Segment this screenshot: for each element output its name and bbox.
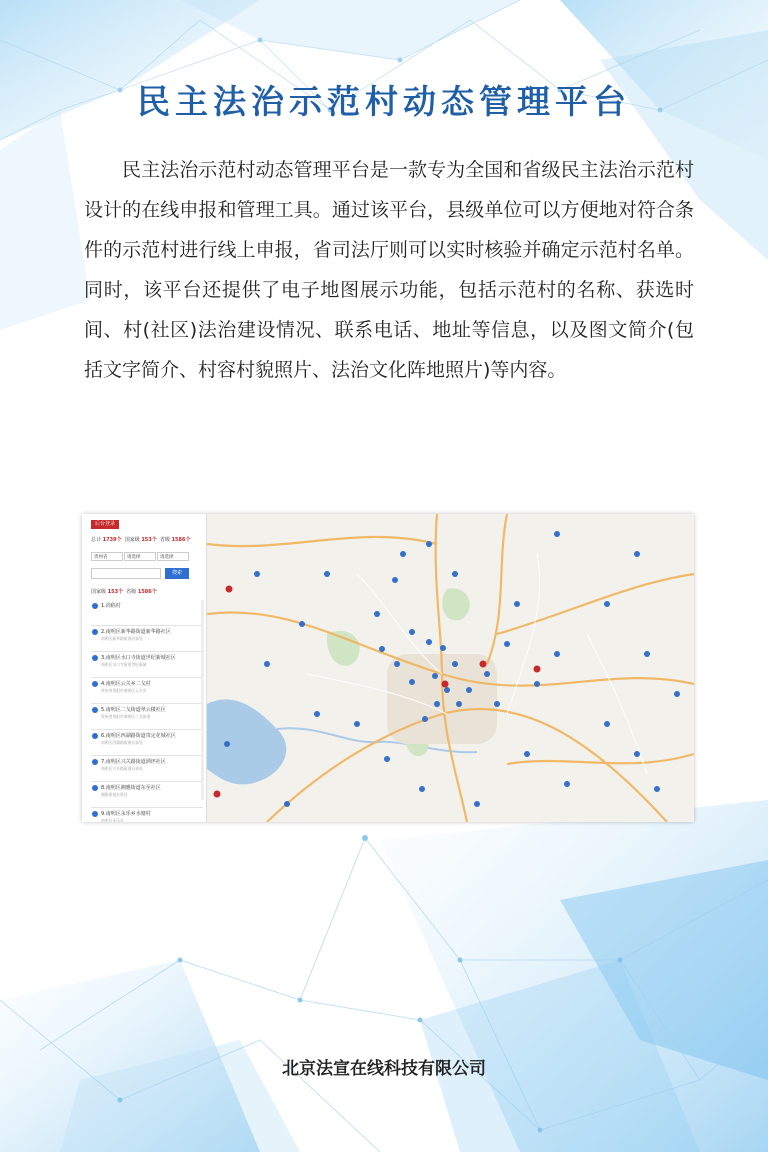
location-pin-icon: [92, 785, 98, 791]
village-address: 南明区永乐乡: [101, 818, 124, 822]
village-address: 贵州省贵阳市南明区云关乡: [101, 688, 147, 693]
county-select[interactable]: 请选择: [157, 552, 189, 561]
village-name: 7.南明区兴关路街道洒坪社区: [101, 759, 166, 765]
provincial-label: 省级: [126, 589, 137, 595]
company-name: 北京法宣在线科技有限公司: [282, 1059, 486, 1079]
location-pin-icon: [92, 655, 98, 661]
list-item[interactable]: [91, 756, 203, 782]
stats-provincial-label: 省级: [159, 537, 170, 543]
stats-summary: [91, 536, 203, 543]
province-select[interactable]: 贵州省: [91, 552, 123, 561]
search-button[interactable]: 搜索: [165, 568, 189, 579]
village-name: 4.南明区云关乡二戈村: [101, 681, 151, 687]
village-name: 1.尚嵇村: [101, 603, 121, 609]
village-address: 南明区新华路街道办事处: [101, 636, 143, 641]
village-address: 南明区兴关路街道办事处: [101, 766, 143, 771]
list-item[interactable]: [91, 652, 203, 678]
village-name: 6.南明区西湖路街道贵定花城社区: [101, 733, 176, 739]
city-select[interactable]: 请选择: [124, 552, 156, 561]
national-label: 国家级: [91, 589, 107, 595]
region-selectors: [91, 552, 203, 561]
location-pin-icon: [92, 603, 98, 609]
list-item[interactable]: [91, 626, 203, 652]
platform-screenshot: [82, 514, 694, 822]
village-name: 9.南明区永乐乡水塘村: [101, 811, 151, 817]
list-item[interactable]: [91, 782, 203, 808]
list-item[interactable]: [91, 678, 203, 704]
level-counts: [91, 588, 203, 595]
village-address: 贵州省贵阳市南明区二戈街道: [101, 714, 151, 719]
list-item[interactable]: [91, 808, 203, 822]
login-button[interactable]: 后台登录: [91, 520, 119, 529]
location-pin-icon: [92, 811, 98, 817]
list-item[interactable]: [91, 600, 203, 626]
list-item[interactable]: [91, 730, 203, 756]
stats-total-value: 1739个: [102, 537, 122, 543]
stats-total-label: 总计: [91, 537, 102, 543]
stats-provincial-value: 1586个: [171, 537, 191, 543]
sidebar-panel: [82, 514, 207, 822]
location-pin-icon: [92, 681, 98, 687]
village-address: 南明区水口寺街道世纪新城: [101, 662, 147, 667]
provincial-count: 1586个: [137, 589, 157, 595]
stats-national-value: 153个: [141, 537, 157, 543]
village-name: 2.南明区新华路街道新华路社区: [101, 629, 171, 635]
location-pin-icon: [92, 629, 98, 635]
page-title: 民主法治示范村动态管理平台: [137, 82, 631, 121]
national-count: 153个: [107, 589, 124, 595]
village-list: [91, 600, 203, 822]
list-item[interactable]: [91, 704, 203, 730]
village-name: 3.南明区水口寺街道世纪新城社区: [101, 655, 176, 661]
village-address: 南明区西湖路街道办事处: [101, 740, 143, 745]
village-name: 8.南明区湘雅街道东至社区: [101, 785, 161, 791]
village-name: 5.南明区二戈街道翠云楼社区: [101, 707, 166, 713]
search-row: [91, 568, 203, 579]
location-pin-icon: [92, 707, 98, 713]
list-scrollbar[interactable]: [201, 600, 204, 800]
intro-paragraph: 民主法治示范村动态管理平台是一款专为全国和省级民主法治示范村设计的在线申报和管理工具。通过该平台，县级单位可以方便地对符合条件的示范村进行线上申报，省司法厅则可以实时核验并确定示范村名单。同时，该平台还提供了电子地图展示功能，包括示范村的名称、获选时间、村(社区)法治建设情况、联系电话、地址等信息，以及图文简介(包括文字简介、村容村貌照片、法治文化阵地照片)等内容。: [84, 159, 694, 381]
village-address: 湘雅街道办事处: [101, 792, 128, 797]
location-pin-icon: [92, 759, 98, 765]
map-view[interactable]: [207, 514, 694, 822]
location-pin-icon: [92, 733, 98, 739]
search-input[interactable]: [91, 568, 161, 579]
stats-national-label: 国家级: [124, 537, 140, 543]
